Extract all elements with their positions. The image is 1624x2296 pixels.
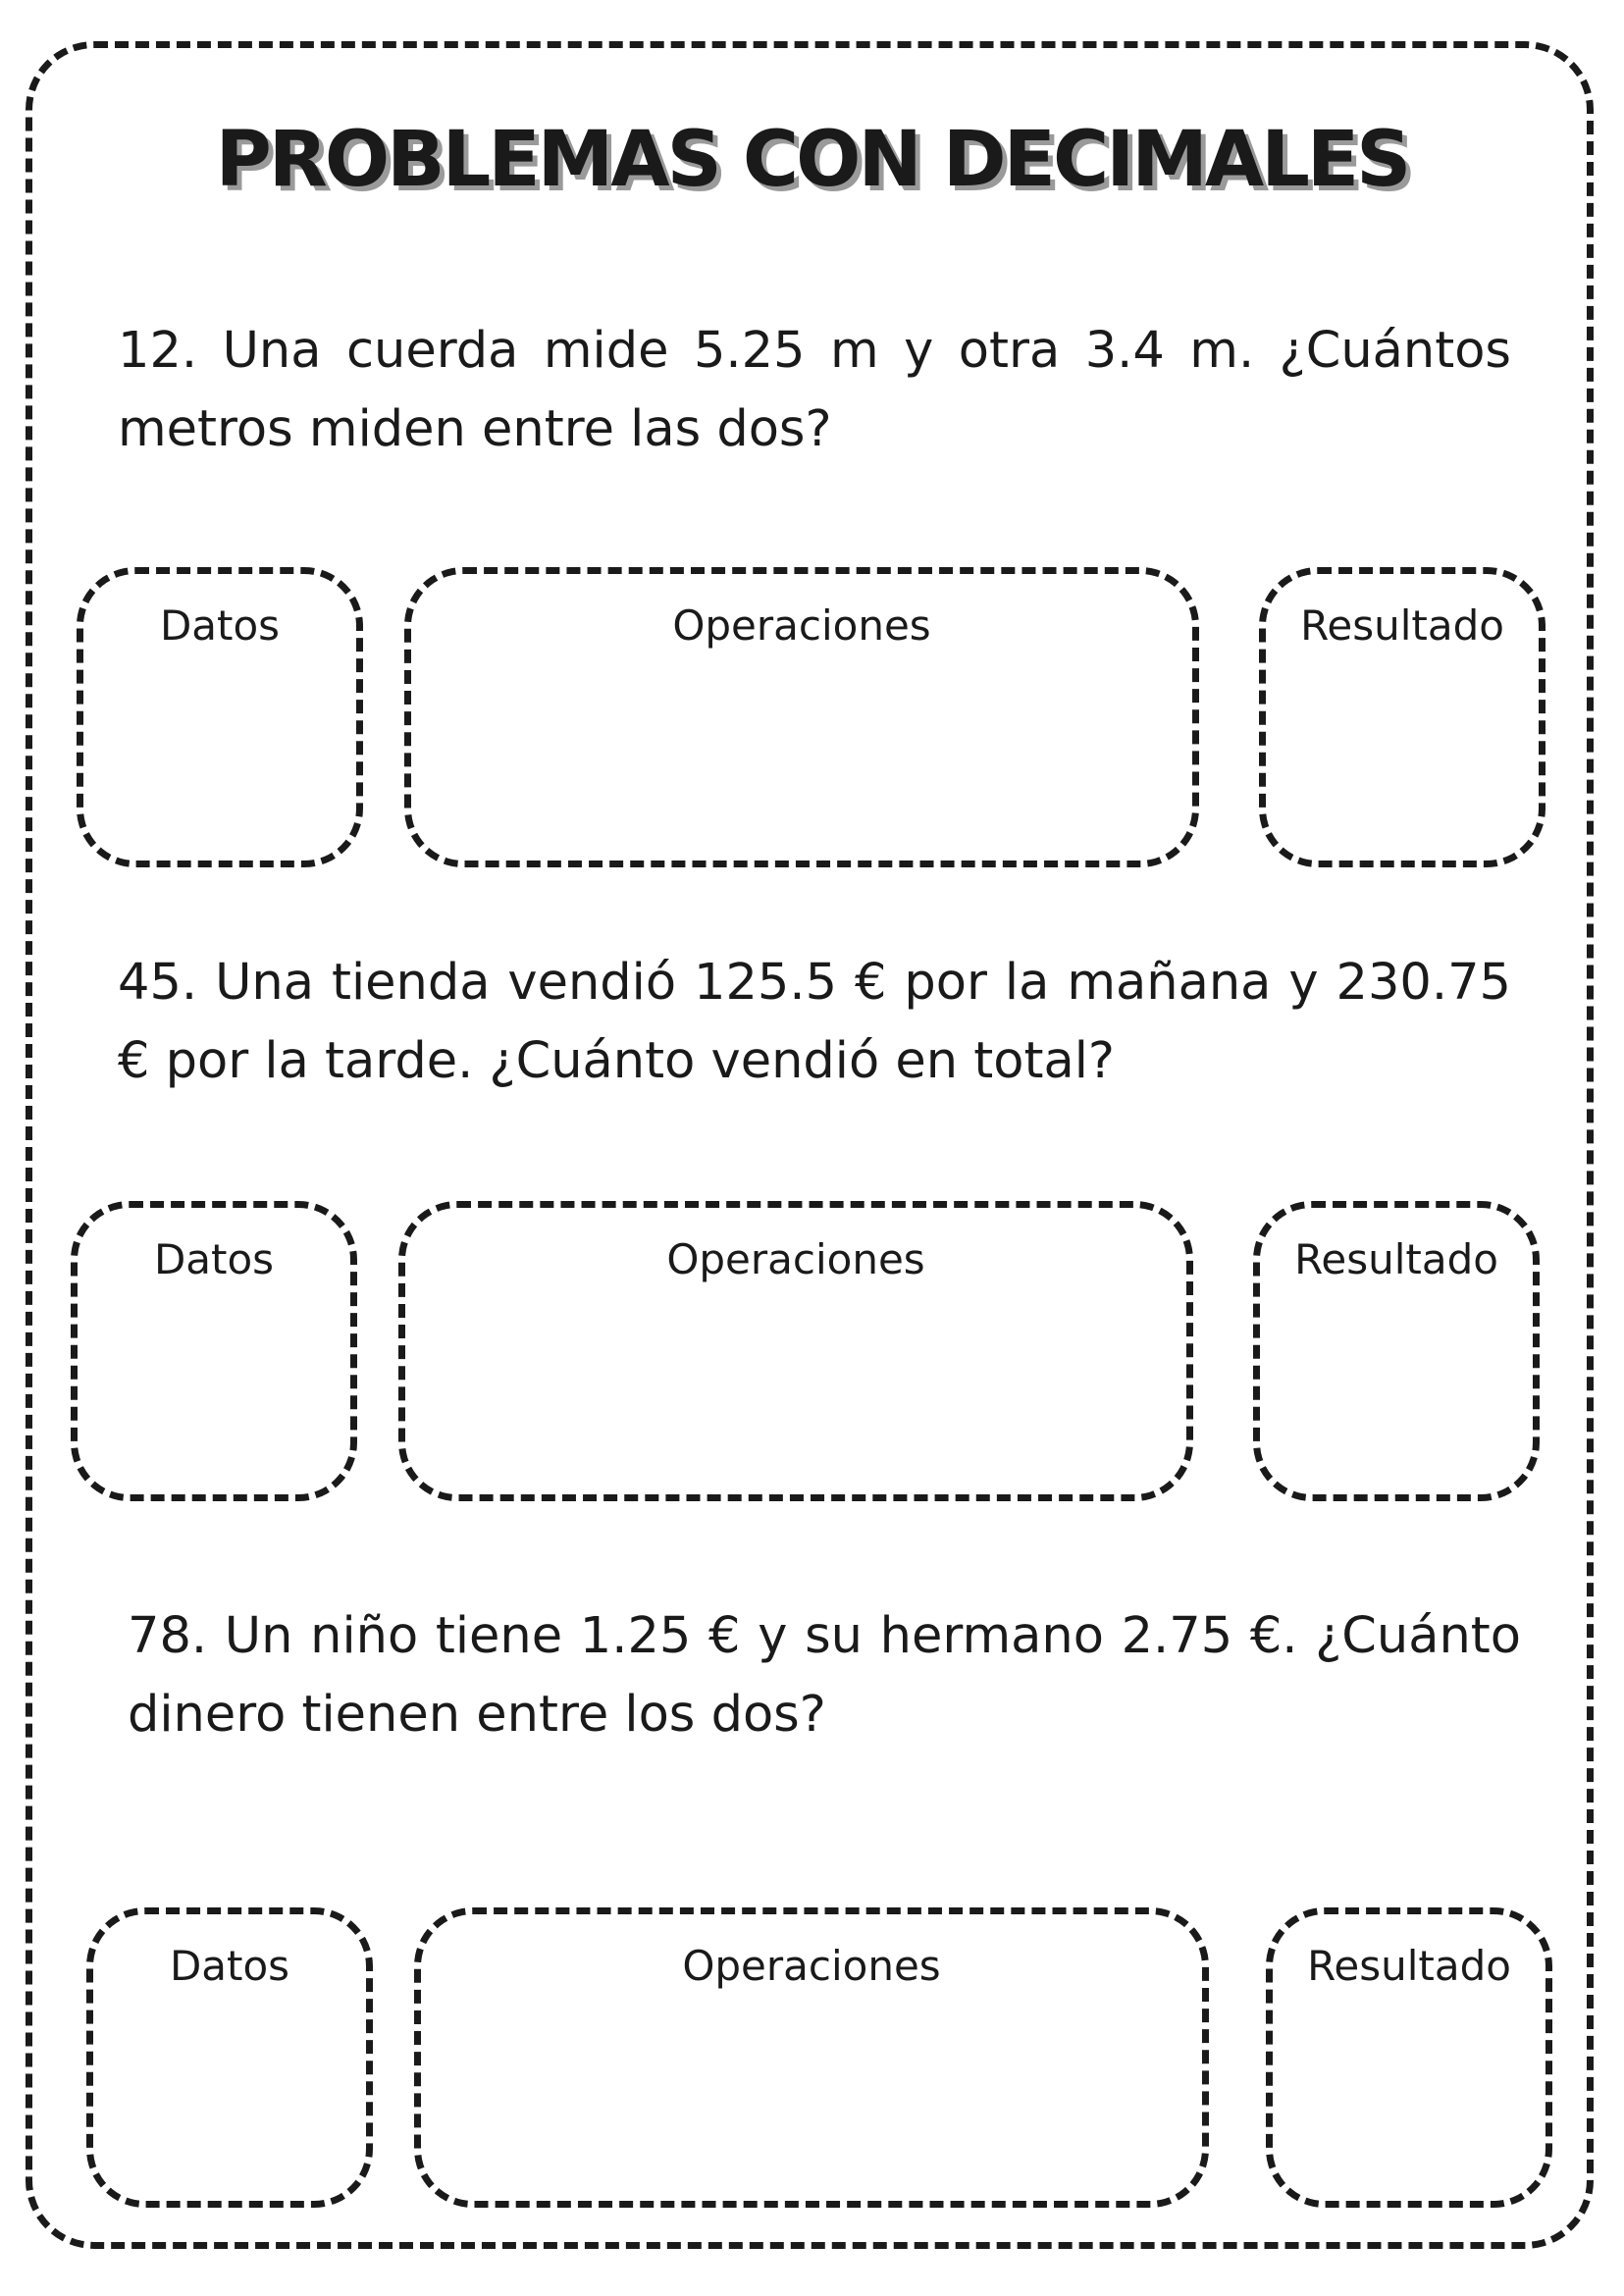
- problem-1-operaciones-box[interactable]: [404, 567, 1199, 867]
- problem-2-resultado-box[interactable]: [1253, 1201, 1540, 1501]
- datos-label: Datos: [153, 1235, 275, 1283]
- problem-3-resultado-box[interactable]: [1266, 1907, 1552, 2208]
- problem-3-datos-box[interactable]: [86, 1907, 373, 2208]
- operaciones-label: Operaciones: [672, 601, 931, 650]
- problem-3-text: 78. Un niño tiene 1.25 € y su hermano 2.75 €. ¿Cuánto dinero tienen entre los dos?: [128, 1607, 1521, 1744]
- operaciones-label: Operaciones: [666, 1235, 925, 1283]
- problem-2-operaciones-box[interactable]: [398, 1201, 1193, 1501]
- resultado-label: Resultado: [1300, 601, 1504, 650]
- page-title: PROBLEMAS CON DECIMALES: [215, 116, 1409, 204]
- problem-1-text: 12. Una cuerda mide 5.25 m y otra 3.4 m. ¿Cuántos metros miden entre las dos?: [118, 322, 1511, 458]
- problem-1-resultado-box[interactable]: [1259, 567, 1545, 867]
- resultado-label: Resultado: [1307, 1942, 1511, 1990]
- problem-2-text: 45. Una tienda vendió 125.5 € por la mañana y 230.75 € por la tarde. ¿Cuánto vendió en total?: [118, 954, 1511, 1090]
- datos-label: Datos: [159, 601, 281, 650]
- problem-1-datos-box[interactable]: [77, 567, 363, 867]
- resultado-label: Resultado: [1294, 1235, 1498, 1283]
- datos-label: Datos: [169, 1942, 290, 1990]
- problem-3-operaciones-box[interactable]: [414, 1907, 1209, 2208]
- problem-2-datos-box[interactable]: [71, 1201, 357, 1501]
- operaciones-label: Operaciones: [682, 1942, 941, 1990]
